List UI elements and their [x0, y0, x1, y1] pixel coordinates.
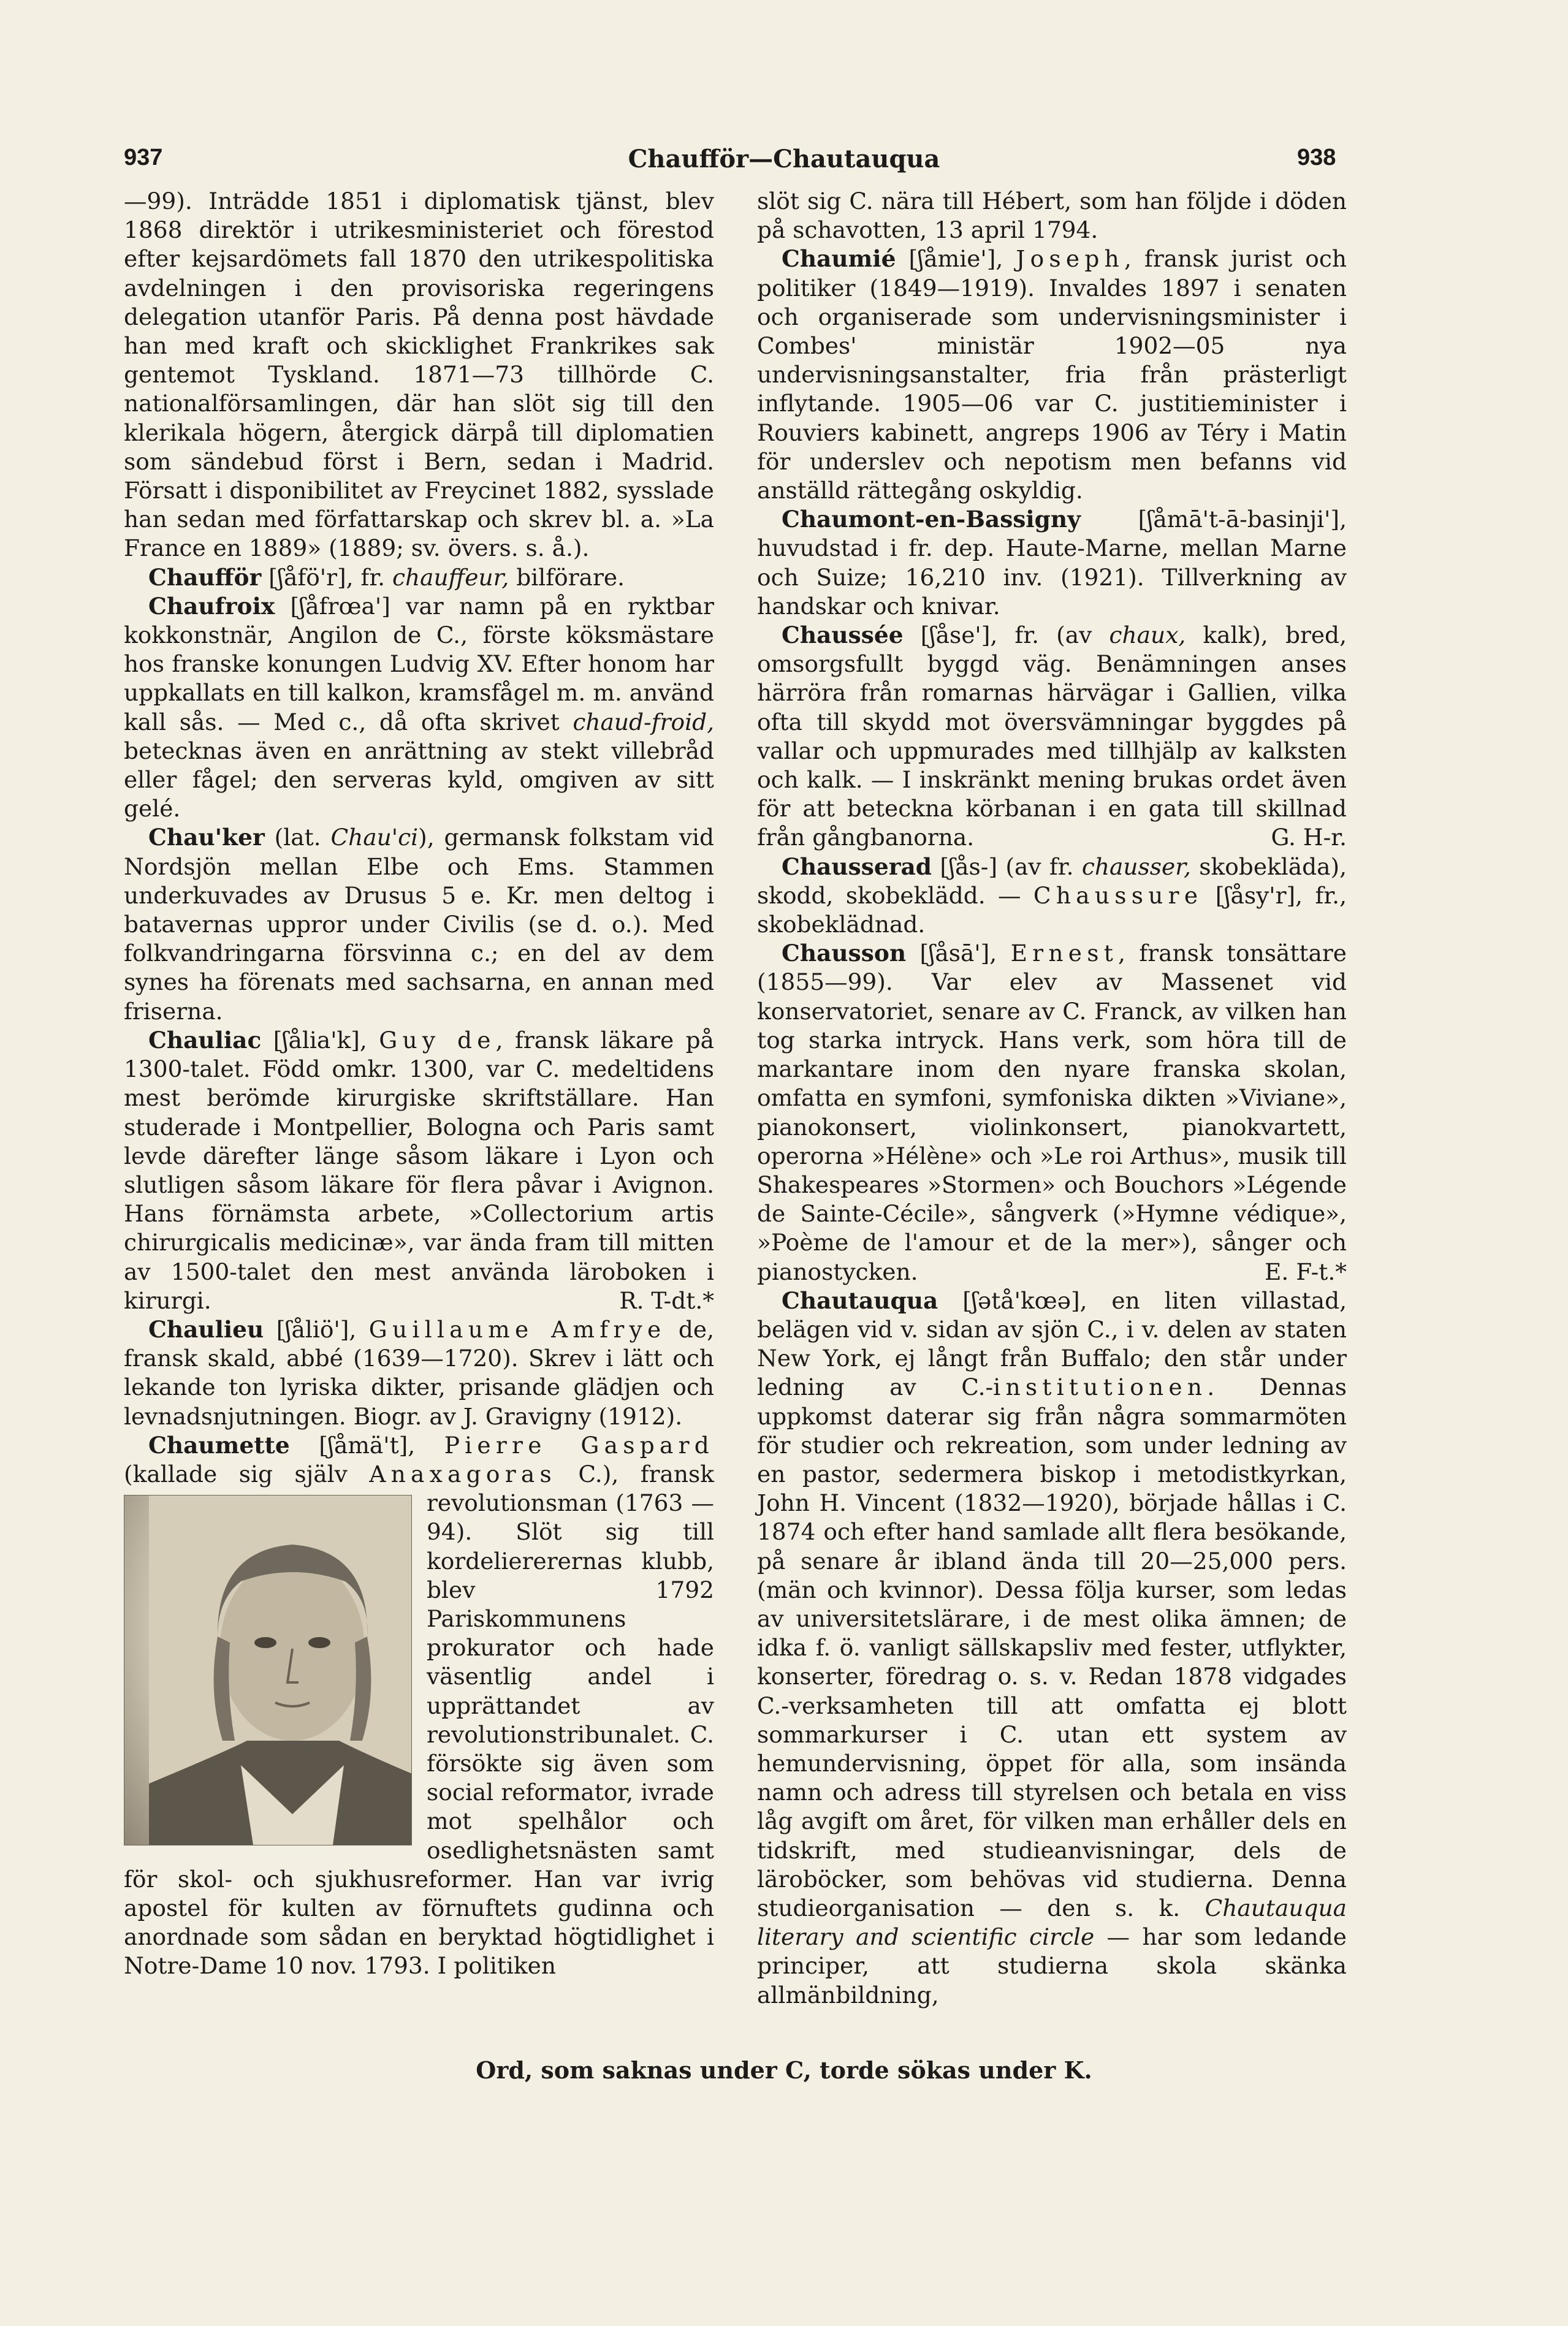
entry-text: [ʃåfrœa'] var namn på en ryktbar kokkonstnär, Angilon de C., förste köksmästare hos franske konungen Ludvig XV. Efter honom har uppkallats en till kalkon, kramsfågel m. m. använd kall sås. — Med c., då ofta skrivet [124, 592, 714, 735]
entry-chauliac [124, 1026, 714, 1315]
headword: Chaulieu [148, 1315, 264, 1343]
entry-text: skobekläda), skodd, skobeklädd. — [757, 853, 1347, 909]
author-signature: G. H-r. [1271, 824, 1347, 851]
page-header [0, 145, 1568, 181]
author-signature: E. F-t.* [1265, 1258, 1347, 1285]
entry-text: . Dennas uppkomst daterar sig från några sommarmöten för studier och rekreation, som under ledning av en pastor, sedermera biskop i metodistkyrkan, John H. Vincent (1832—1920), började hållas i C. 1874 och efter hand samlade allt flera besökande, på senare år ibland ända till 20—25,000 pers. (män och kvinnor). Dessa följa kurser, som ledas av universitetslärare, i de mest olika ämnen; de idka f. ö. vanligt sällskapsliv med fester, utflykter, konserter, föredrag o. s. v. Redan 1878 vidgades C.-verksamheten till att omfatta ej blott sommarkurser i C. utan ett system av hemundervisning, öppet för alla, som insända namn och adress till styrelsen och betala en viss låg avgift om året, för vilken man erhåller dels en tidskrift, med studieanvisningar, dels de läroböcker, som behövas vid studierna. Denna studieorganisation — den s. k. [757, 1374, 1347, 1921]
headword: Chaumont-en-Bassigny [782, 506, 1081, 533]
entry-text: C.), fransk revolutionsman (1763 —94). Slöt sig till kordeliererernas klubb, blev 1792 Pariskommunens prokurator och hade väsentlig andel i upprättandet av revolutionstribunalet. C. försökte sig även som social reformator, ivrade mot spelhålor och osedlighetsnästen samt för skol- och sjukhusreformer. Han var ivrig apostel för kulten av förnuftets gudinna och anordnade som sådan en beryktad högtidlighet i Notre-Dame 10 nov. 1793. I politiken [124, 1460, 714, 1980]
spaced-name: institutionen [993, 1374, 1208, 1401]
headword: Chausson [782, 940, 907, 967]
entry-chausson [757, 939, 1347, 1286]
spaced-name: Pierre Gaspard [444, 1431, 714, 1459]
entry-text: [ʃåmā't-ā-basinji'], huvudstad i fr. dep. Haute-Marne, mellan Marne och Suize; 16,210 inv. (1921). Tillverkning av handskar och knivar. [757, 506, 1347, 620]
footer-note: Ord, som saknas under C, torde sökas under K. [476, 2056, 1092, 2084]
entry-chauffor [124, 563, 714, 592]
running-title: Chaufför—Chautauqua [628, 145, 940, 173]
entry-text: , fransk jurist och politiker (1849—1919). Invaldes 1897 i senaten och organiserade som undervisningsminister i Combes' ministär 1902—05 nya undervisningsanstalter, fria från prästerligt inflytande. 1905—06 var C. justitieminister i Rouviers kabinett, angreps 1906 av Téry i Matin för underslev och nepotism men befanns vid anställd rättegång oskyldig. [757, 245, 1347, 504]
portrait-image [124, 1495, 412, 1845]
headword: Chau'ker [148, 824, 265, 851]
headword: Chauliac [148, 1026, 262, 1054]
headword: Chausserad [782, 853, 932, 880]
entry-chautauqua [757, 1287, 1347, 2010]
continuation-paragraph: —99). Inträdde 1851 i diplomatisk tjänst, blev 1868 direktör i utrikesministeriet och förestod efter kejsardömets fall 1870 den utrikespolitiska avdelningen i den provisoriska regeringens delegation utanför Paris. På denna post hävdade han med kraft och skicklighet Frankrikes sak gentemot Tyskland. 1871—73 tillhörde C. nationalförsamlingen, där han slöt sig till den klerikala högern, återgick därpå till diplomatien som sändebud först i Bern, sedan i Madrid. Försatt i disponibilitet av Freycinet 1882, sysslade han sedan med författarskap och skrev bl. a. »La France en 1889» (1889; sv. övers. s. å.). [124, 188, 714, 562]
entry-text: (lat. [264, 824, 331, 851]
entry-text: [ʃålia'k], [261, 1026, 379, 1054]
entry-italic: chaud-froid, [573, 708, 714, 735]
spaced-name: Ernest [1010, 940, 1119, 967]
entry-text: kalk), bred, omsorgsfullt byggd väg. Benämningen anses härröra från romarnas härvägar i Gallien, vilka ofta till skydd mot översvämningar byggdes på vallar och uppmurades med tillhjälp av kalksten och kalk. — I inskränkt mening brukas ordet även för att beteckna körbanan i en gata till skillnad från gångbanorna. [757, 621, 1347, 851]
entry-italic: chausser, [1081, 853, 1191, 880]
continuation-paragraph: slöt sig C. nära till Hébert, som han följde i döden på schavotten, 13 april 1794. [757, 188, 1347, 244]
entry-text: [ʃåse'], fr. (av [903, 621, 1109, 649]
left-column [124, 187, 714, 1981]
entry-chaumont [757, 505, 1347, 621]
entry-italic: Chau'ci [330, 824, 419, 851]
headword: Chaufför [148, 563, 262, 591]
entry-chaulieu [124, 1315, 714, 1431]
entry-text: , fransk tonsättare (1855—99). Var elev av Massenet vid konservatoriet, senare av C. Franck, av vilken han tog starka intryck. Hans verk, som höra till de markantare inom den nyare franska skolan, omfatta en symfoni, symfoniska dikten »Viviane», pianokonsert, violinkonsert, pianokvartett, operorna »Hélène» och »Le roi Arthus», musik till Shakespeares »Stormen» och Bouchors »Légende de Sainte-Cécile», sångverk (»Hymne védique», »Poème de l'amour et de la mer»), sånger och pianostycken. [757, 940, 1347, 1285]
author-signature: R. T-dt.* [619, 1287, 714, 1314]
entry-text: — har som ledande principer, att studierna skola skänka allmänbildning, [757, 1923, 1347, 2009]
headword: Chautauqua [782, 1287, 938, 1314]
entry-text: [ʃåsā'], [906, 940, 1011, 967]
entry-text: bilförare. [509, 563, 625, 591]
entry-chauker [124, 823, 714, 1025]
entry-text: ), germansk folkstam vid Nordsjön mellan Elbe och Ems. Stammen underkuvades av Drusus 5 e. Kr. men deltog i batavernas uppror under Civilis (se d. o.). Med folkvandringarna försvinna c.; en del av dem synes ha förenats med sachsarna, en annan med friserna. [124, 824, 714, 1025]
spaced-name: Chaussure [1033, 881, 1203, 909]
entry-text: [ʃåmie'], [896, 245, 1016, 273]
spaced-name: Guy de [379, 1026, 496, 1054]
entry-text: , fransk läkare på 1300-talet. Född omkr. 1300, var C. medeltidens mest berömde kirurgiske skriftställare. Han studerade i Montpellier, Bologna och Paris samt levde därefter länge såsom läkare i Lyon och slutligen såsom läkare för flera påvar i Avignon. Hans förnämsta arbete, »Collectorium artis chirurgicalis medicinæ», var ända fram till mitten av 1500-talet den mest använda läroboken i kirurgi. [124, 1026, 714, 1314]
entry-text: [ʃåsy'r], fr., skobeklädnad. [757, 881, 1347, 938]
headword: Chaumette [148, 1431, 290, 1459]
entry-chaufroix [124, 592, 714, 824]
spaced-name: Guillaume Amfrye [368, 1315, 666, 1343]
headword: Chaumié [782, 245, 896, 273]
entry-text: (kallade sig själv [124, 1460, 370, 1488]
entry-chaussee [757, 621, 1347, 853]
entry-text: [ʃås-] (av fr. [932, 853, 1082, 880]
entry-italic: chauffeur, [392, 563, 509, 591]
spaced-name: Anaxagoras [369, 1460, 557, 1488]
entry-italic: chaux, [1109, 621, 1186, 649]
entry-chausserad [757, 853, 1347, 940]
headword: Chaufroix [148, 592, 275, 620]
page-number-right: 938 [1297, 145, 1336, 170]
entry-text: [ʃåmä't], [289, 1431, 444, 1459]
entry-text: [ʃətå'kœə], en liten villastad, belägen vid v. sidan av sjön C., i v. delen av staten New York, ej långt från Buffalo; den står under ledning av C.- [757, 1287, 1347, 1401]
spaced-name: Joseph [1016, 245, 1124, 273]
portrait-illustration [149, 1496, 412, 1845]
entry-chaumette [124, 1431, 714, 1981]
right-column [757, 187, 1347, 2010]
entry-chaumie [757, 245, 1347, 505]
entry-text: de, fransk skald, abbé (1639—1720). Skrev i lätt och lekande ton lyriska dikter, prisande glädjen och levnadsnjutningen. Biogr. av J. Gravigny (1912). [124, 1315, 714, 1430]
headword: Chaussée [782, 621, 904, 649]
entry-text: [ʃåfö'r], fr. [261, 563, 393, 591]
entry-text: betecknas även en anrättning av stekt villebråd eller fågel; den serveras kyld, omgiven av sitt gelé. [124, 737, 714, 823]
entry-italic: Chautauqua literary and scientific circle [757, 1894, 1347, 1951]
page-number-left: 937 [124, 145, 163, 170]
entry-text: [ʃåliö'], [264, 1315, 369, 1343]
